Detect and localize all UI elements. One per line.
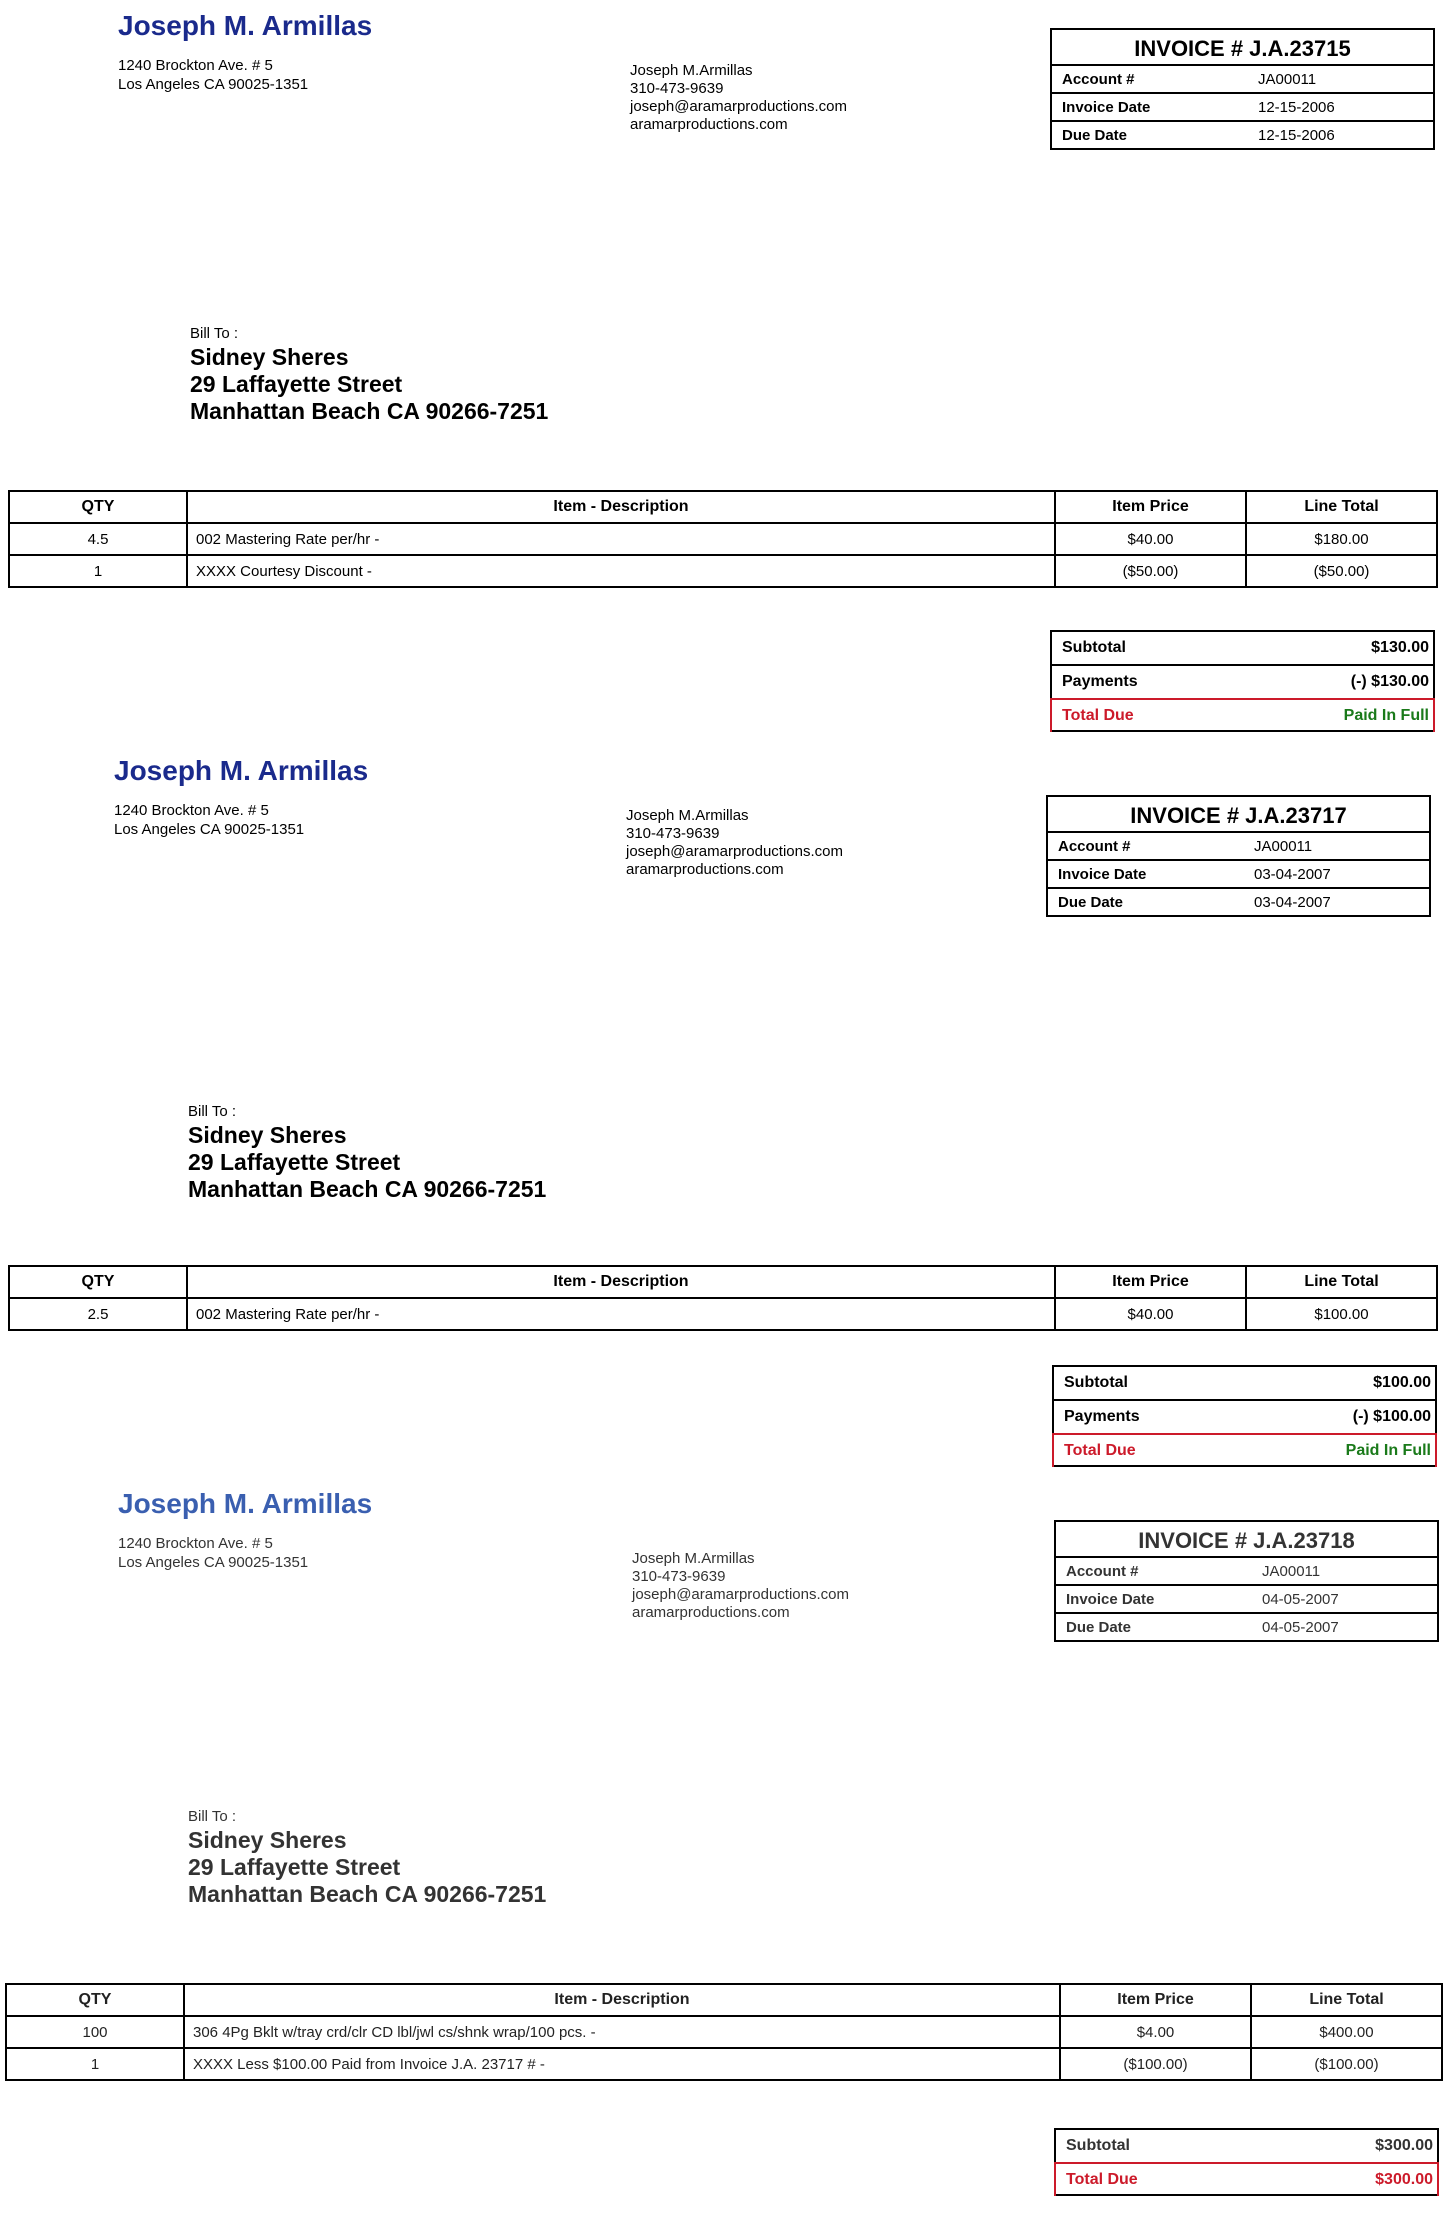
address-line-2: Los Angeles CA 90025-1351 [118, 1554, 309, 1571]
item-description: 002 Mastering Rate per/hr - [187, 1298, 1055, 1330]
due-date-row [1052, 122, 1433, 148]
subtotal-value: $300.00 [1375, 2137, 1433, 2154]
description-header: Item - Description [187, 1266, 1055, 1298]
qty-header: QTY [6, 1984, 184, 2016]
bill-to-name: Sidney Sheres [190, 344, 349, 370]
total-due-label: Total Due [1062, 707, 1134, 724]
item-qty: 2.5 [9, 1298, 187, 1330]
bill-to-block [188, 1103, 546, 1203]
item-price: $40.00 [1055, 523, 1246, 555]
account-label: Account # [1066, 1562, 1139, 1580]
item-qty: 4.5 [9, 523, 187, 555]
account-value: JA00011 [1258, 70, 1317, 88]
qty-header: QTY [9, 491, 187, 523]
item-price: $4.00 [1060, 2016, 1251, 2048]
invoice-date-row [1048, 861, 1429, 889]
line-items-table [8, 490, 1438, 588]
contact-website: aramarproductions.com [632, 1604, 790, 1621]
item-price: ($100.00) [1060, 2048, 1251, 2080]
item-description: 306 4Pg Bklt w/tray crd/clr CD lbl/jwl cs/shnk wrap/100 pcs. - [184, 2016, 1060, 2048]
contact-phone: 310-473-9639 [632, 1568, 726, 1585]
bill-to-name: Sidney Sheres [188, 1827, 347, 1853]
due-date-label: Due Date [1066, 1618, 1132, 1636]
item-description: 002 Mastering Rate per/hr - [187, 523, 1055, 555]
totals-box [1050, 630, 1435, 732]
bill-to-street: 29 Laffayette Street [190, 371, 403, 397]
invoice-date-value: 03-04-2007 [1254, 865, 1331, 883]
bill-to-label: Bill To : [190, 325, 239, 342]
invoice-info-box [1046, 795, 1431, 917]
bill-to-street: 29 Laffayette Street [188, 1149, 401, 1175]
subtotal-value: $130.00 [1371, 639, 1429, 656]
contact-phone: 310-473-9639 [626, 825, 720, 842]
account-value: JA00011 [1262, 1562, 1321, 1580]
account-row [1048, 833, 1429, 861]
payments-value: (-) $130.00 [1350, 673, 1429, 690]
invoice-2 [0, 745, 1449, 1485]
total-due-row [1052, 1433, 1437, 1467]
contact-block [630, 62, 847, 134]
description-header: Item - Description [184, 1984, 1060, 2016]
invoice-date-value: 04-05-2007 [1262, 1590, 1339, 1608]
line-total: $100.00 [1246, 1298, 1437, 1330]
contact-email: joseph@aramarproductions.com [630, 98, 847, 115]
total-due-row [1054, 2162, 1439, 2196]
payments-label: Payments [1062, 673, 1138, 690]
total-due-value: $300.00 [1375, 2171, 1433, 2188]
contact-email: joseph@aramarproductions.com [626, 843, 843, 860]
contact-website: aramarproductions.com [630, 116, 788, 133]
bill-to-street: 29 Laffayette Street [188, 1854, 401, 1880]
qty-header: QTY [9, 1266, 187, 1298]
table-row [9, 523, 1437, 555]
contact-name: Joseph M.Armillas [630, 62, 753, 79]
contact-phone: 310-473-9639 [630, 80, 724, 97]
account-label: Account # [1058, 837, 1131, 855]
company-address [114, 801, 304, 839]
bill-to-city: Manhattan Beach CA 90266-7251 [188, 1881, 547, 1907]
totals-box [1052, 1365, 1437, 1467]
company-name: Joseph M. Armillas [118, 1488, 373, 1519]
due-date-row [1056, 1614, 1437, 1640]
contact-block [626, 807, 843, 879]
table-row [6, 2016, 1442, 2048]
line-items-table [8, 1265, 1438, 1331]
totals-box [1054, 2128, 1439, 2196]
invoice-info-box [1054, 1520, 1439, 1642]
item-description: XXXX Courtesy Discount - [187, 555, 1055, 587]
invoice-date-row [1056, 1586, 1437, 1614]
invoice-number: INVOICE # J.A.23718 [1056, 1522, 1437, 1558]
table-row [9, 555, 1437, 587]
subtotal-label: Subtotal [1066, 2137, 1130, 2154]
contact-block [632, 1550, 849, 1622]
account-row [1052, 66, 1433, 94]
bill-to-city: Manhattan Beach CA 90266-7251 [188, 1176, 547, 1202]
total-due-value: Paid In Full [1343, 707, 1429, 724]
payments-label: Payments [1064, 1408, 1140, 1425]
item-qty: 1 [6, 2048, 184, 2080]
invoice-info-box [1050, 28, 1435, 150]
address-line-1: 1240 Brockton Ave. # 5 [118, 57, 273, 74]
total-header: Line Total [1251, 1984, 1442, 2016]
total-header: Line Total [1246, 1266, 1437, 1298]
item-price: $40.00 [1055, 1298, 1246, 1330]
company-name: Joseph M. Armillas [114, 755, 369, 786]
subtotal-row [1054, 1367, 1435, 1401]
account-row [1056, 1558, 1437, 1586]
contact-website: aramarproductions.com [626, 861, 784, 878]
invoice-3 [0, 1468, 1449, 2226]
contact-email: joseph@aramarproductions.com [632, 1586, 849, 1603]
address-line-2: Los Angeles CA 90025-1351 [114, 821, 305, 838]
total-due-label: Total Due [1066, 2171, 1138, 2188]
table-row [6, 2048, 1442, 2080]
address-line-1: 1240 Brockton Ave. # 5 [114, 802, 269, 819]
due-date-label: Due Date [1062, 126, 1128, 144]
subtotal-value: $100.00 [1373, 1374, 1431, 1391]
bill-to-block [188, 1808, 546, 1908]
bill-to-block [190, 325, 548, 425]
item-description: XXXX Less $100.00 Paid from Invoice J.A. 23717 # - [184, 2048, 1060, 2080]
table-row [9, 1298, 1437, 1330]
subtotal-row [1056, 2130, 1437, 2164]
invoice-date-value: 12-15-2006 [1258, 98, 1335, 116]
price-header: Item Price [1055, 1266, 1246, 1298]
item-price: ($50.00) [1055, 555, 1246, 587]
item-qty: 1 [9, 555, 187, 587]
payments-row [1052, 666, 1433, 700]
account-value: JA00011 [1254, 837, 1313, 855]
company-address [118, 56, 308, 94]
address-line-1: 1240 Brockton Ave. # 5 [118, 1535, 273, 1552]
description-header: Item - Description [187, 491, 1055, 523]
due-date-value: 03-04-2007 [1254, 893, 1331, 911]
bill-to-label: Bill To : [188, 1808, 237, 1825]
payments-row [1054, 1401, 1435, 1435]
line-total: $400.00 [1251, 2016, 1442, 2048]
total-due-value: Paid In Full [1345, 1442, 1431, 1459]
price-header: Item Price [1060, 1984, 1251, 2016]
line-items-table [5, 1983, 1443, 2081]
table-header-row [6, 1984, 1442, 2016]
bill-to-label: Bill To : [188, 1103, 237, 1120]
invoice-date-label: Invoice Date [1058, 865, 1147, 883]
total-due-label: Total Due [1064, 1442, 1136, 1459]
invoice-number: INVOICE # J.A.23715 [1052, 30, 1433, 66]
price-header: Item Price [1055, 491, 1246, 523]
contact-name: Joseph M.Armillas [626, 807, 749, 824]
table-header-row [9, 1266, 1437, 1298]
invoice-number: INVOICE # J.A.23717 [1048, 797, 1429, 833]
total-due-row [1050, 698, 1435, 732]
due-date-value: 04-05-2007 [1262, 1618, 1339, 1636]
subtotal-row [1052, 632, 1433, 666]
invoice-1 [0, 0, 1449, 740]
invoice-date-label: Invoice Date [1062, 98, 1151, 116]
bill-to-city: Manhattan Beach CA 90266-7251 [190, 398, 549, 424]
total-header: Line Total [1246, 491, 1437, 523]
subtotal-label: Subtotal [1062, 639, 1126, 656]
address-line-2: Los Angeles CA 90025-1351 [118, 76, 309, 93]
contact-name: Joseph M.Armillas [632, 1550, 755, 1567]
line-total: ($100.00) [1251, 2048, 1442, 2080]
due-date-label: Due Date [1058, 893, 1124, 911]
item-qty: 100 [6, 2016, 184, 2048]
line-total: $180.00 [1246, 523, 1437, 555]
line-total: ($50.00) [1246, 555, 1437, 587]
table-header-row [9, 491, 1437, 523]
account-label: Account # [1062, 70, 1135, 88]
payments-value: (-) $100.00 [1352, 1408, 1431, 1425]
invoice-date-label: Invoice Date [1066, 1590, 1155, 1608]
bill-to-name: Sidney Sheres [188, 1122, 347, 1148]
due-date-row [1048, 889, 1429, 915]
invoice-date-row [1052, 94, 1433, 122]
due-date-value: 12-15-2006 [1258, 126, 1335, 144]
company-address [118, 1534, 308, 1572]
company-name: Joseph M. Armillas [118, 10, 373, 41]
subtotal-label: Subtotal [1064, 1374, 1128, 1391]
